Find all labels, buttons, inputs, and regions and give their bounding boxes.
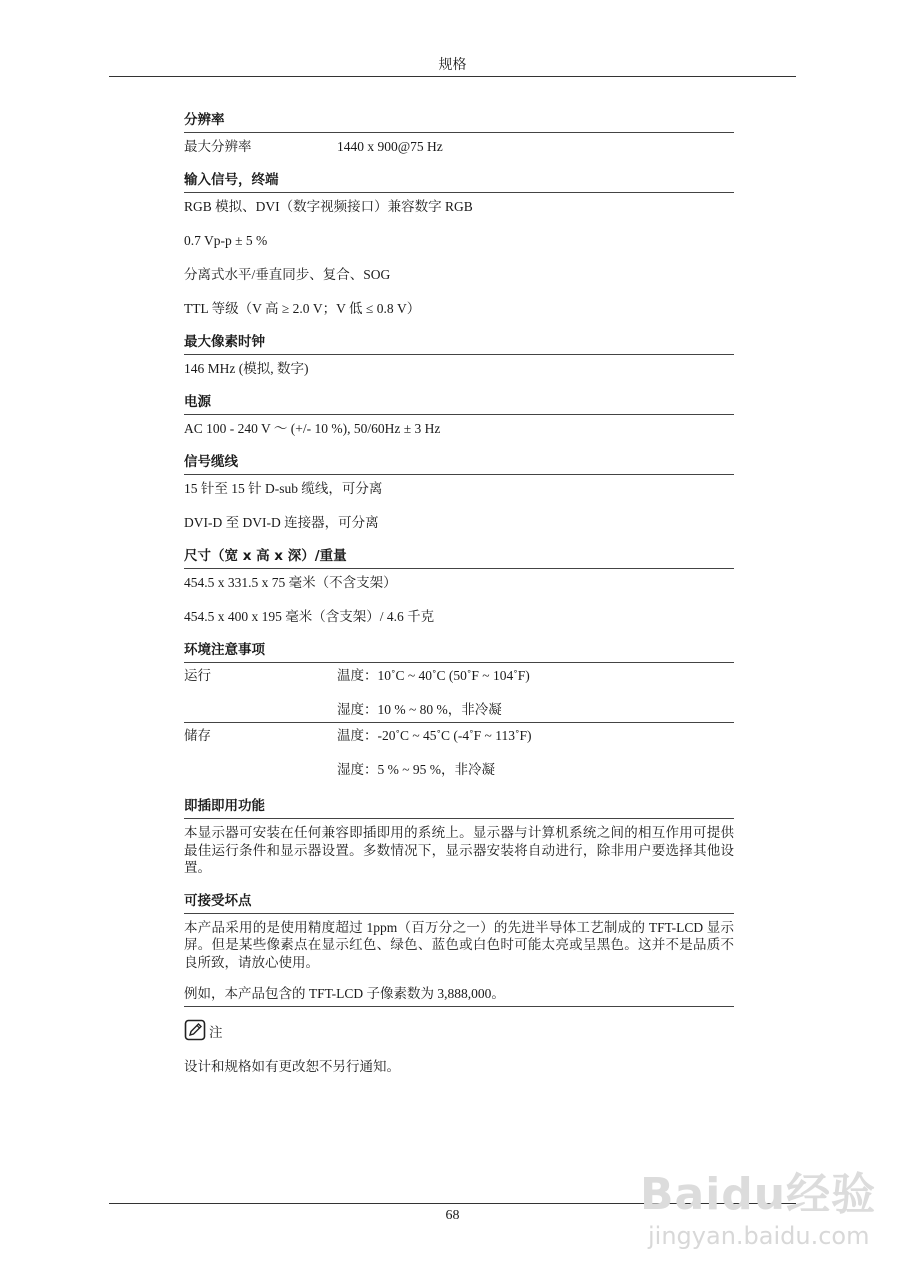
section-title: 输入信号，终端 (184, 171, 734, 193)
watermark-url: jingyan.baidu.com (648, 1222, 870, 1250)
paragraph: 本显示器可安装在任何兼容即插即用的系统上。显示器与计算机系统之间的相互作用可提供最佳运行条件和显示器设置。多数情况下，显示器安装将自动进行，除非用户要选择其他设置。 (184, 825, 734, 875)
header-rule (109, 76, 796, 77)
spec-content (184, 111, 734, 1075)
section-title: 即插即用功能 (184, 797, 734, 819)
page-number: 68 (445, 1208, 460, 1223)
spec-row (184, 138, 734, 156)
watermark-logo: Baidu经验 (640, 1169, 877, 1220)
page-header-title: 规格 (438, 58, 467, 73)
spec-label: 运行 (184, 668, 211, 683)
spec-line: RGB 模拟、DVI（数字视频接口）兼容数字 RGB (184, 199, 473, 214)
section-title: 尺寸（宽 x 高 x 深）/重量 (184, 547, 734, 569)
spec-line: 0.7 Vp-p ± 5 % (184, 233, 268, 248)
section-title: 可接受坏点 (184, 892, 734, 914)
paragraph: 本产品采用的是使用精度超过 1ppm（百万分之一）的先进半导体工艺制成的 TFT-LCD 显示屏。但是某些像素点在显示红色、绿色、蓝色或白色时可能太亮或呈黑色。这并不是品质不良所致，请放心使用。 (184, 919, 734, 970)
spec-line: 454.5 x 331.5 x 75 毫米（不含支架） (184, 575, 397, 590)
note-heading (184, 1019, 734, 1041)
section-power (184, 393, 734, 438)
section-plug-and-play (184, 797, 734, 877)
spec-value: 温度：10˚C ~ 40˚C (50˚F ~ 104˚F) (337, 668, 530, 683)
spec-line: 454.5 x 400 x 195 毫米（含支架）/ 4.6 千克 (184, 609, 435, 624)
spec-label: 储存 (184, 728, 211, 743)
note-text: 设计和规格如有更改恕不另行通知。 (184, 1058, 400, 1074)
baidu-watermark (640, 1138, 890, 1268)
spec-value: 湿度：5 % ~ 95 %，非冷凝 (337, 762, 496, 777)
section-end-rule (184, 1006, 734, 1007)
spec-line: 15 针至 15 针 D-sub 缆线，可分离 (184, 481, 383, 496)
section-title: 分辨率 (184, 111, 734, 133)
section-environment (184, 641, 734, 782)
section-title: 信号缆线 (184, 453, 734, 475)
section-title: 电源 (184, 393, 734, 415)
spec-line: 分离式水平/垂直同步、复合、SOG (184, 267, 391, 282)
section-title: 最大像素时钟 (184, 333, 734, 355)
spec-line: 146 MHz (模拟, 数字) (184, 361, 309, 376)
note-label: 注 (209, 1024, 223, 1041)
spec-line: DVI-D 至 DVI-D 连接器，可分离 (184, 515, 379, 530)
spec-row (184, 727, 734, 745)
paragraph: 例如，本产品包含的 TFT-LCD 子像素数为 3,888,000。 (184, 986, 505, 1001)
note-pencil-icon (184, 1019, 206, 1041)
spec-row (184, 761, 734, 779)
section-title: 环境注意事项 (184, 641, 734, 663)
section-resolution (184, 111, 734, 156)
section-pixel-clock (184, 333, 734, 378)
spec-row (184, 667, 734, 685)
spec-line: TTL 等级（V 高 ≥ 2.0 V；V 低 ≤ 0.8 V） (184, 301, 421, 316)
spec-value: 温度：-20˚C ~ 45˚C (-4˚F ~ 113˚F) (337, 728, 532, 743)
section-dimensions (184, 547, 734, 626)
section-dead-pixels (184, 892, 734, 1007)
spec-value: 湿度：10 % ~ 80 %，非冷凝 (337, 702, 502, 717)
section-input-signal (184, 171, 734, 318)
spec-value: 1440 x 900@75 Hz (337, 139, 443, 154)
spec-label: 最大分辨率 (184, 139, 252, 154)
section-signal-cable (184, 453, 734, 532)
spec-line: AC 100 - 240 V ～ (+/- 10 %), 50/60Hz ± 3 Hz (184, 421, 441, 436)
spec-row (184, 701, 734, 719)
env-storage (184, 723, 734, 782)
env-operating (184, 663, 734, 723)
